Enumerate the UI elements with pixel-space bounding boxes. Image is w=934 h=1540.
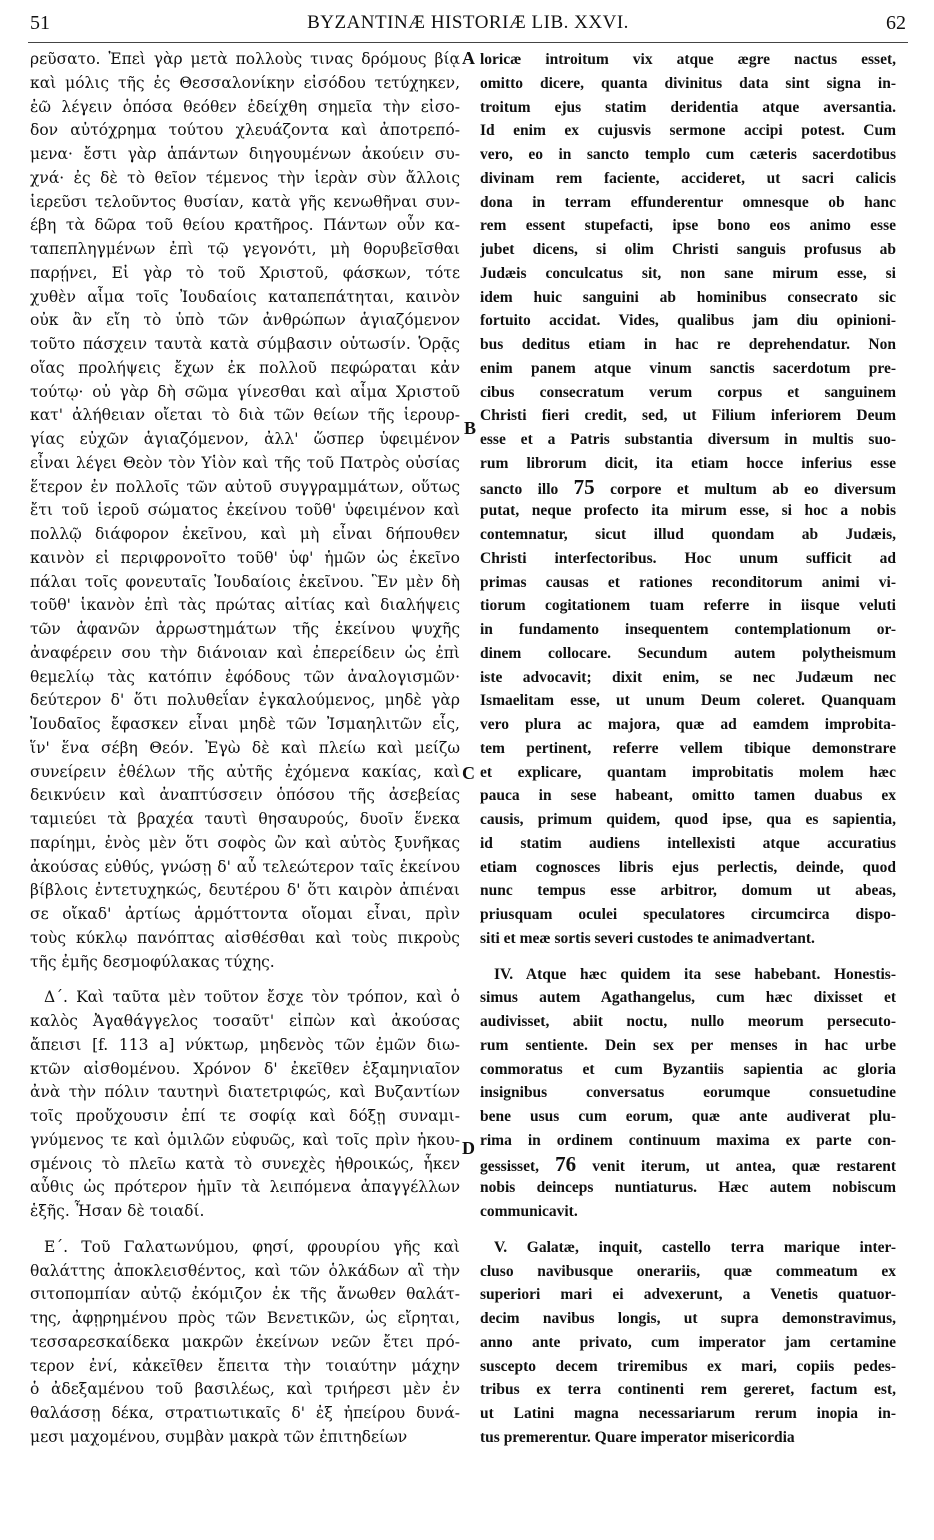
running-header [30,8,906,42]
text-line: Judæis conculcatus sit, non sane mirum esse, si [480,264,896,282]
text-line: insignibus conversatus eorumque consuetudine [480,1084,896,1102]
text-line: μενα· ἔστι γὰρ ἁπάντων διηγουμένων ἀκούειν συ- [30,145,460,163]
text-line: vero, eo in sancto templo cum cæteris sacerdotibus [480,146,896,163]
text-line: γίας εὐχῶν ἁγιαζόμενον, ἀλλ' ὥσπερ ὑφειμένον [30,430,460,448]
text-line: θαλάσσῃ δέκα, στρατιωτικαῖς δ' ἐξ ἠπείρου δυνά- [30,1404,460,1422]
text-line: Δ΄. Καὶ ταῦτα μὲν τοῦτον ἔσχε τὸν τρόπον, καὶ ὁ [44,988,460,1007]
text-line: rum librorum dicit, ita etiam hocce inferius esse [480,454,896,472]
text-line: commoratus et cum Byzantiis sapientia ac gloria [480,1060,896,1078]
text-line: nobis deinceps nuntiaturus. Hæc autem nobiscum [480,1179,896,1197]
text-line: παρῄνει, Εἰ γὰρ τὸ τοῦ Χριστοῦ, φάσκων, τότε [30,263,460,282]
text-line: troitum ejus statim deridentia atque aversantia. [480,98,896,116]
text-line: divinam rem faciente, accideret, ut sacri calicis [480,169,896,187]
text-line: εἶναι λέγει Θεὸν τὸν Υἱὸν καὶ τῆς τοῦ Πατρὸς οὐσίας [30,453,460,472]
text-line: loricæ introitum vix atque ægre nactus esset, [480,51,896,68]
margin-marker-d: D [462,1138,475,1158]
text-line: τερον ἐνί, κἀκεῖθεν ἔπειτα τὴν τοιαύτην μάχην [30,1356,460,1375]
text-line: ἐῶ λέγειν ὁπόσα θεόθεν ἐδείχθη σημεῖα τὴν εἰσο- [30,97,460,116]
text-line: omitto dicere, quanta divinitus data sint signa in- [480,74,896,92]
text-line: πολλῷ διάφορον ἐκεῖνου, καὶ μὴ εἶναι δήπουθεν [30,525,460,543]
text-line: tem pertinent, referre vellem tibique demonstrare [480,739,896,757]
text-line: αὖθις ὡς πρότερον ἡμῖν τὰ λειπόμενα ἀπαγγέλλων [30,1178,460,1197]
text-line: rem essent stupefacti, ipse bono eos animo esse [480,217,896,235]
text-line: suscepto decem triremibus ex mari, copiis pedes- [480,1357,896,1375]
latin-section-4 [480,963,896,1224]
text-line: bus deditus etiam in hac re deprehendatur. Non [480,336,896,353]
text-line: σμένοις τὸ πλεῖω κατὰ τὸ συνεχὲς ἠθροικώς, ἧκεν [30,1154,460,1173]
text-line: pauca in sese habeant, omitto tamen duabus ex [480,787,896,805]
text-line: vero plura ac majora, quæ ad eamdem improbita- [480,716,896,733]
latin-column [480,48,896,1450]
text-line: θεμελίῳ τὰς κατόπιν ἐφόδους τῶν ἀναλογισμῶν· [30,667,460,686]
text-line: τοῦθ' ἱκανὸν ἐπὶ τὰς πρώτας αἰτίας καὶ διαλήψεις [30,596,460,615]
text-line: ἀναφέρειν σου τὴν διάνοιαν καὶ ἐπερείδειν ὡς ἐπὶ [30,643,460,662]
text-line: Id enim ex cujusvis sermone accipi potest. Cum [480,122,896,140]
latin-section-5 [480,1236,896,1450]
text-line: priusquam oculei speculatores circumcirca dispo- [480,906,896,923]
text-line: έβη τὰ δῶρα τοῦ θείου κρατῆρος. Πάντων οὖν κα- [30,216,460,235]
text-line: τοῦτο πάσχειν ταυτὰ κατὰ σύμβασιν οὑτωσίν. Ὁρᾷς [30,335,460,353]
text-line: θαλάττης ἀποκλεισθέντος, καὶ τῶν ὁλκάδων αἳ τὴν [30,1261,460,1280]
text-line: της, ἀφῃρημένου πρὸς τῶν Βενετικῶν, ὡς εἴρηται, [30,1309,460,1327]
inline-page-number: 76 [555,1152,577,1176]
text-line: ἀκούσας εὐθύς, γνώσῃ δ' αὖ τελεώτερον ταῖς ἐκείνου [30,857,460,876]
text-line: χνά· ἐς δὲ τὸ θεῖον τέμενος τὴν ἱερὰν σὺν ἄλλοις [30,168,460,187]
text-line: dona in terram effunderentur omnesque ob hanc [480,193,896,211]
text-line: idem huic sanguini ab hominibus consecrato sic [480,288,896,306]
text-line: ταπεπληγμένων ἐπὶ τῷ γεγονότι, μὴ θορυβεῖσθαι [30,240,460,258]
text-line: nunc tempus esse arbitror, domum ut abeas, [480,882,896,900]
text-line: esse et a Patris substantia diversum in multis suo- [480,431,896,448]
text-line: Ismaelitam esse, ut unum Deum coleret. Quanquam [480,692,896,710]
text-line: δεύτερον δ' ὅτι πολυθεΐαν ἐγκαλούμενος, μηδὲ γὰρ [30,691,460,710]
text-line: ἑξῆς. Ἦσαν δὲ τοιαδί. [30,1202,205,1220]
text-line: παρίημι, ἑνὸς μὲν ὅτι σοφὸς ὢν καὶ αὐτὸς ξυνῆκας [30,833,460,852]
margin-marker-c: C [462,763,475,783]
text-line: τοὺς κύκλῳ πανόπτας αἰσθέσθαι καὶ τοὺς πικροὺς [30,928,460,947]
text-line: ρεῦσατο. Ἐπεὶ γὰρ μετὰ πολλοὺς τινας δρόμους βίᾳ [30,50,460,68]
text-line: decim navibus longis, ut supra demonstravimus, [480,1310,896,1327]
text-line: Ἰουδαῖος ἔφασκεν εἶναι μηδὲ τῶν Ἰσμαηλιτῶν εἷς, [30,715,460,733]
text-line: ut Latini magna necessariarum rerum inopia in- [480,1405,896,1422]
text-line: τοῖς προὔχουσιν ἐπί τε σοφίᾳ καὶ δόξῃ συναμι- [30,1107,460,1125]
text-line: rum sentiente. Dein sex per menses in hac urbe [480,1036,896,1054]
text-line: superiori mari ei advexerunt, a Venetis quatuor- [480,1286,896,1304]
page-number-right: 62 [886,12,906,34]
text-line: IV. Atque hæc quidem ita sese habebant. Honestis- [494,965,896,983]
text-line: enim panem atque vinum sanctis sacerdotum pre- [480,359,896,377]
greek-column [30,48,460,1450]
text-line: πάλαι τοῖς φονευταῖς Ἰουδαίοις ἐκεῖνου. Ἓν μὲν δὴ [30,572,460,591]
text-line: in fundamento insequentem contemplationum or- [480,621,896,638]
text-line: tribus ex terra continenti rem gereret, factum est, [480,1381,896,1399]
text-line: putat, neque profecto ita mirum esse, si hoc a nobis [480,502,896,520]
greek-section-5 [30,1236,460,1450]
greek-text-main [30,48,460,974]
text-line: ταμιεύει τὰ βραχέα ταυτὶ θησαυρούς, δυοῖν ἕνεκα [30,810,460,828]
text-line: iste advocavit; dixit enim, se nec Judæum nec [480,668,896,686]
text-line: ἀνὰ τὴν πόλιν ταυτηνὶ διατετριφώς, καὶ Βυζαντίων [30,1083,460,1102]
text-line: βίβλοις ἐντετυχηκώς, δευτέρου δ' ὅτι καιρὸν ἀπιέναι [30,881,460,900]
text-line: οὐκ ἂν εἴη τὸ ὑπὸ τῶν ἀνθρώπων ἁγιαζόμενον [30,311,460,330]
text-line: γνύμενος τε καὶ ὁμιλῶν εὐφυῶς, καὶ τοῖς πρὶν ἠκου- [30,1130,460,1149]
text-line: simus autem Agathangelus, cum hæc dixisset et [480,989,896,1007]
text-line: Ε΄. Τοῦ Γαλατωνύμου, φησί, φρουρίου γῆς καὶ [44,1237,460,1256]
text-line: δον αὐτόχρημα τούτου χλευάζοντα καὶ ἀποτρεπό- [30,121,460,140]
text-line: τεσσαρεσκαίδεκα μακρῶν ἐκείνων νεῶν ἔτει πρό- [30,1332,460,1351]
text-line: gessisset, 76 venit iterum, ut antea, quæ restarent [480,1152,896,1176]
text-line: jubet dicens, si olim Christi sanguis profusus ab [480,241,896,258]
text-line: sancto illo 75 corpore et multum ab eo diversum [480,475,896,499]
text-line: audivisset, abiit noctu, nullo meorum persecuto- [480,1013,896,1030]
text-line: anno ante privato, cum imperator jam certamine [480,1333,896,1351]
text-line: cibus consecratum verum corpus et sanguinem [480,383,896,401]
text-line: τούτῳ· οὐ γὰρ δὴ σῶμα γίνεσθαι καὶ αἷμα Χριστοῦ [30,382,460,401]
text-line: ὁ ἀδεξαμένου τοῦ βασιλέως, καὶ τριήρεσι μὲν ἐν [30,1380,460,1399]
text-line: τῆς ἐμῆς δεσμοφύλακας τύχης. [30,952,275,971]
text-line: ἱερεῦσι τελοῦντος θυσίαν, κατὰ γῆς κενωθῆναι συν- [30,192,460,211]
text-line: dinem collocare. Secundum autem polytheismum [480,644,896,662]
text-line: συνείρειν ἐθέλων τῆς αὐτῆς ἐχόμενα κακίας, καὶ [30,762,460,781]
text-line: ἕτερον ἐν πολλοῖς τῶν αὐτοῦ συγγραμμάτων, οὕτως [30,477,460,496]
text-line: tiorum cogitationem tuam referre in iisque veluti [480,597,896,615]
text-line: σιτοπομπίαν αὐτῷ ἐκόμιζον ἐκ τῆς ἄνωθεν θαλάτ- [30,1285,460,1304]
latin-text-main [480,48,896,951]
inline-page-number: 75 [573,475,595,499]
text-line: etiam cognosces libris ejus perlectis, deinde, quod [480,858,896,876]
text-line: et explicare, quantam improbitatis molem hæc [480,763,896,781]
text-line: χυθὲν αἷμα τοῖς Ἰουδαίοις καταπεπάτηται, καινὸν [30,287,460,306]
text-line: Christi interfectoribus. Hoc unum sufficit ad [480,549,896,567]
margin-marker-b: B [464,418,477,438]
page-number-left: 51 [30,12,50,34]
header-rule [28,42,908,43]
text-line: communicavit. [480,1203,578,1220]
text-line: κατ' ἀλήθειαν οἴεται τὸ διὰ τῶν θείων τῆς ἱερουρ- [30,406,460,425]
text-line: primas causas et rationes reconditorum animi vi- [480,573,896,591]
text-line: ἵν' ἕνα σέβη Θεόν. Ἐγὼ δὲ καὶ πλείω καὶ μείζω [30,738,460,757]
text-line: τῶν ἀφανῶν ἀρρωστημάτων τῆς ἐκείνου ψυχῆς [30,620,460,638]
running-title: BYZANTINÆ HISTORIÆ LIB. XXVI. [307,12,629,33]
text-line: μεσι μαχομένου, συμβὰν μακρὰ τῶν ἐπιτηδείων [30,1427,408,1446]
text-line: contemnatur, sicut illud quondam ab Judæis, [480,526,896,543]
text-line: δεικνύειν καὶ ἀναπτύσσειν ὁπόσου τῆς ἀσεβείας [30,786,460,805]
text-line: καλὸς Ἀγαθάγγελος τοσαῦτ' εἰπὼν καὶ ἀκούσας [30,1012,460,1030]
text-line: ἄπεισι [f. 113 a] νύκτωρ, μηδενὸς τῶν ἐμῶν διω- [30,1035,460,1054]
text-line: tus premerentur. Quare imperator misericordia [480,1428,795,1446]
text-line: fortuito accidat. Vides, qualibus jam diu opinioni- [480,312,896,330]
text-line: οἵας προλήψεις ἔχων ἐκ πολλοῦ πεφώραται κἀν [30,358,460,377]
greek-section-4 [30,986,460,1224]
text-line: σε οἴκαδ' ἀρτίως ἁρμόττοντα οἴομαι εἶναι, πρὶν [30,905,460,923]
text-line: καινὸν εἰ περιφρονοῖτο τοῦθ' ὑφ' ἡμῶν ὡς ἐκεῖνο [30,548,460,567]
margin-marker-a: A [462,48,475,68]
text-line: causis, primum quidem, quod ipse, qua es sapientia, [480,811,896,828]
text-line: siti et meæ sortis severi custodes te animadvertant. [480,929,815,947]
text-line: Christi fieri credit, sed, ut Filium inferiorem Deum [480,407,896,425]
text-line: καὶ μόλις τῆς ἐς Θεσσαλονίκην εἰσόδου τετύχηκεν, [30,73,460,92]
text-line: rima in ordinem continuum maxima ex parte con- [480,1131,896,1149]
text-line: ἔτι τοῦ ἱεροῦ σώματος ἐκείνου τοῦθ' ὑφειμένον καὶ [30,501,460,520]
text-line: bene usus cum eorum, quæ ante audiverat plu- [480,1108,896,1125]
text-line: id statim audiens intellexisti atque accuratius [480,834,896,852]
text-line: V. Galatæ, inquit, castello terra marique inter- [494,1238,896,1256]
text-line: κτῶν αἰσθομένου. Χρόνον δ' ἐκεῖθεν ἑξαμηνιαῖον [30,1059,460,1078]
text-line: cluso navibusque onerariis, quæ commeatum ex [480,1262,896,1280]
